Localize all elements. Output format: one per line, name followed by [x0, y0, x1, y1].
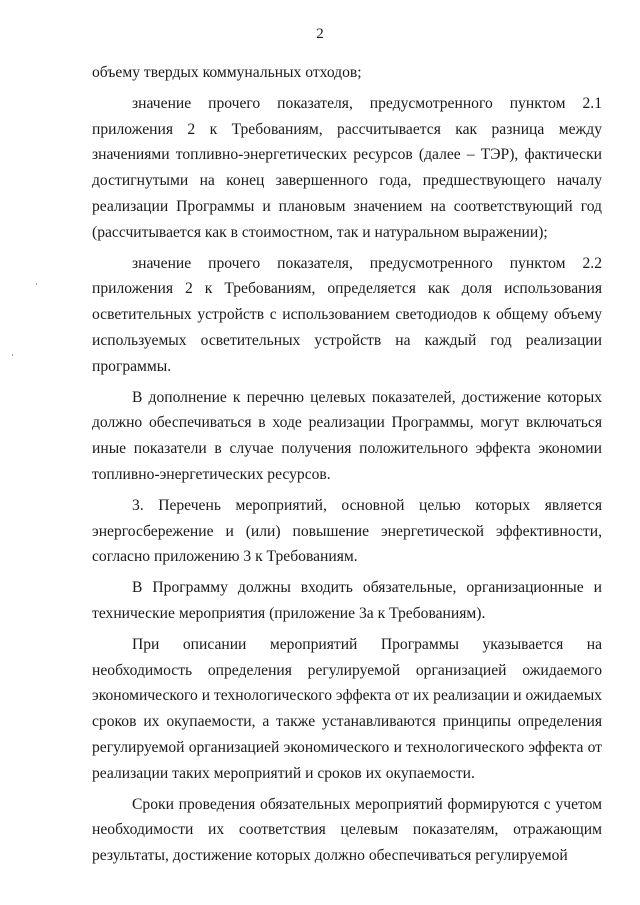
paragraph-indicator-2-2: значение прочего показателя, предусмотренного пунктом 2.2 приложения 2 к Требованиям, определяется как доля использования осветительных устройств с использованием светодиодов к общему объему используемых осветительных устройств на каждый год реализации программы.: [92, 254, 602, 375]
paragraph-indicator-2-1: значение прочего показателя, предусмотренного пунктом 2.1 приложения 2 к Требованиям, рассчитывается как разница между значениями топливно-энергетических ресурсов (далее – ТЭР), фактически достигнутыми на конец завершенного года, предшествующего началу реализации Программы и плановым значением на соответствующий год (рассчитывается как в стоимостном, так и натуральном выражении);: [92, 94, 602, 241]
scan-speck: [12, 354, 13, 356]
document-body: [92, 60, 602, 874]
paragraph-solid-waste-continuation: объему твердых коммунальных отходов;: [92, 64, 362, 81]
paragraph-additional-indicators: В дополнение к перечню целевых показателей, достижение которых должно обеспечиваться в ходе реализации Программы, могут включаться иные показатели в случае получения положительного эффекта экономии топливно-энергетических ресурсов.: [92, 388, 602, 483]
scan-speck: [36, 283, 37, 285]
paragraph-mandatory-measures: В Программу должны входить обязательные, организационные и технические мероприятия (приложение 3а к Требованиям).: [92, 579, 602, 622]
paragraph-measures-list: 3. Перечень мероприятий, основной целью которых является энергосбережение и (или) повышение энергетической эффективности, согласно приложению 3 к Требованиям.: [92, 496, 602, 566]
paragraph-measures-timing: Сроки проведения обязательных мероприятий формируются с учетом необходимости их соответствия целевым показателям, отражающим результаты, достижение которых должно обеспечиваться регулируемой: [92, 795, 602, 865]
page-number: 2: [316, 26, 324, 42]
paragraph-measures-description: При описании мероприятий Программы указывается на необходимость определения регулируемой организацией ожидаемого экономического и технологического эффекта от их реализации и ожидаемых сроков их окупаемости, а также устанавливаются принципы определения регулируемой организацией экономического и технологического эффекта от реализации таких мероприятий и сроков их окупаемости.: [92, 635, 602, 782]
